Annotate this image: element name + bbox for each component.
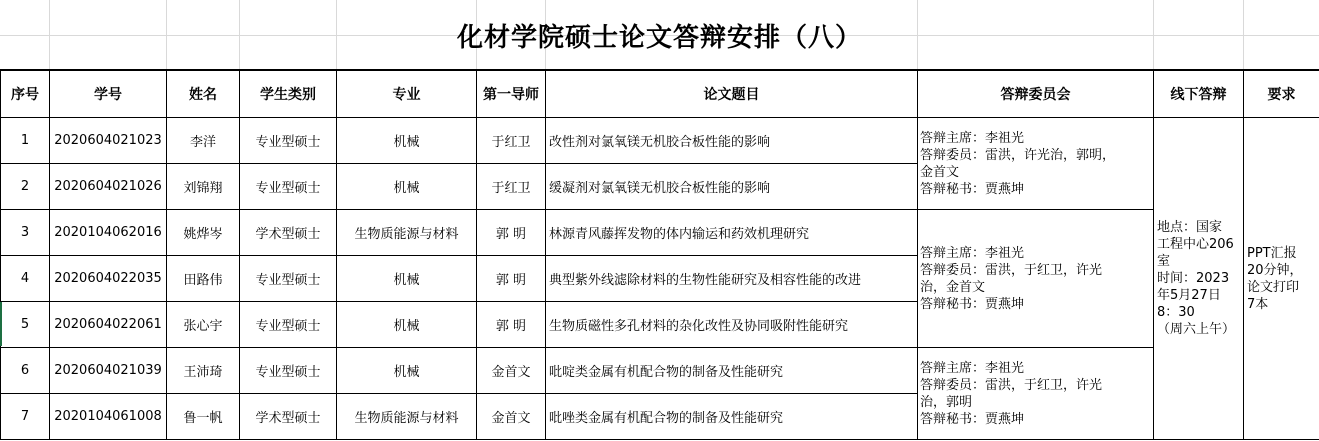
header-id[interactable]: 学号 <box>50 71 167 118</box>
cell-no[interactable]: 3 <box>1 210 50 256</box>
page-title: 化材学院硕士论文答辩安排（八） <box>456 22 862 53</box>
offline-line: 年5月27日 <box>1157 288 1221 303</box>
committee-line: 答辩委员：雷洪，许光治，郭明， <box>920 147 1116 163</box>
header-type[interactable]: 学生类别 <box>240 71 337 118</box>
cell-type[interactable]: 学术型硕士 <box>240 394 337 440</box>
header-advisor[interactable]: 第一导师 <box>477 71 546 118</box>
committee-line: 答辩秘书：贾燕坤 <box>920 411 1025 427</box>
cell-no[interactable]: 7 <box>1 394 50 440</box>
cell-major[interactable]: 生物质能源与材料 <box>337 210 477 256</box>
cell-major[interactable]: 机械 <box>337 118 477 164</box>
cell-major[interactable]: 机械 <box>337 256 477 302</box>
cell-committee[interactable] <box>918 210 1154 348</box>
cell-thesis[interactable]: 缓凝剂对氯氧镁无机胶合板性能的影响 <box>546 164 918 210</box>
cell-name[interactable]: 鲁一帆 <box>167 394 240 440</box>
cell-id[interactable]: 2020604022035 <box>50 256 167 302</box>
cell-id[interactable]: 2020104062016 <box>50 210 167 256</box>
committee-line: 答辩主席：李祖光 <box>920 360 1025 376</box>
cell-no[interactable]: 2 <box>1 164 50 210</box>
header-offline[interactable]: 线下答辩 <box>1154 71 1244 118</box>
committee-line: 金首文 <box>920 164 960 180</box>
committee-line: 治，金首文 <box>920 279 986 295</box>
cell-advisor[interactable]: 金首文 <box>477 348 546 394</box>
cell-advisor[interactable]: 金首文 <box>477 394 546 440</box>
cell-advisor[interactable]: 于红卫 <box>477 164 546 210</box>
cell-name[interactable]: 田路伟 <box>167 256 240 302</box>
header-requirement[interactable]: 要求 <box>1244 71 1319 118</box>
header-major[interactable]: 专业 <box>337 71 477 118</box>
cell-no[interactable]: 4 <box>1 256 50 302</box>
cell-no[interactable]: 5 <box>1 302 50 348</box>
cell-thesis[interactable]: 吡啶类金属有机配合物的制备及性能研究 <box>546 348 918 394</box>
committee-line: 答辩秘书：贾燕坤 <box>920 181 1025 197</box>
offline-line: 工程中心206 <box>1157 237 1234 252</box>
cell-major[interactable]: 机械 <box>337 164 477 210</box>
committee-line: 答辩委员：雷洪，于红卫，许光 <box>920 262 1103 278</box>
cell-thesis[interactable]: 改性剂对氯氧镁无机胶合板性能的影响 <box>546 118 918 164</box>
cell-major[interactable]: 机械 <box>337 348 477 394</box>
header-no[interactable]: 序号 <box>1 71 50 118</box>
cell-advisor[interactable]: 郭 明 <box>477 256 546 302</box>
header-committee[interactable]: 答辩委员会 <box>918 71 1154 118</box>
requirement-line: 20分钟， <box>1247 262 1303 278</box>
offline-line: 8：30 <box>1157 305 1195 320</box>
header-row <box>1 71 1319 118</box>
table-row <box>1 210 1319 256</box>
cell-committee[interactable] <box>918 118 1154 210</box>
cell-advisor[interactable]: 郭 明 <box>477 302 546 348</box>
requirement-line: PPT汇报 <box>1247 245 1297 261</box>
offline-line: （周六上午） <box>1157 322 1236 337</box>
schedule-table <box>0 70 1319 440</box>
committee-line: 答辩主席：李祖光 <box>920 245 1025 261</box>
cell-advisor[interactable]: 于红卫 <box>477 118 546 164</box>
cell-major[interactable]: 生物质能源与材料 <box>337 394 477 440</box>
cell-thesis[interactable]: 生物质磁性多孔材料的杂化改性及协同吸附性能研究 <box>546 302 918 348</box>
committee-line: 答辩主席：李祖光 <box>920 130 1025 146</box>
cell-id[interactable]: 2020604022061 <box>50 302 167 348</box>
cell-name[interactable]: 王沛琦 <box>167 348 240 394</box>
cell-type[interactable]: 学术型硕士 <box>240 210 337 256</box>
cell-name[interactable]: 刘锦翔 <box>167 164 240 210</box>
cell-offline[interactable] <box>1154 118 1244 440</box>
cell-type[interactable]: 专业型硕士 <box>240 302 337 348</box>
committee-line: 治，郭明 <box>920 394 973 410</box>
cell-id[interactable]: 2020604021026 <box>50 164 167 210</box>
row-selection-marker <box>0 302 2 346</box>
cell-no[interactable]: 6 <box>1 348 50 394</box>
cell-advisor[interactable]: 郭 明 <box>477 210 546 256</box>
requirement-line: 7本 <box>1247 296 1269 312</box>
requirement-line: 论文打印 <box>1247 279 1300 295</box>
cell-type[interactable]: 专业型硕士 <box>240 348 337 394</box>
cell-type[interactable]: 专业型硕士 <box>240 256 337 302</box>
cell-name[interactable]: 张心宇 <box>167 302 240 348</box>
cell-name[interactable]: 李洋 <box>167 118 240 164</box>
cell-thesis[interactable]: 典型紫外线滤除材料的生物性能研究及相容性能的改进 <box>546 256 918 302</box>
header-name[interactable]: 姓名 <box>167 71 240 118</box>
cell-committee[interactable] <box>918 348 1154 440</box>
table-row <box>1 348 1319 394</box>
cell-type[interactable]: 专业型硕士 <box>240 118 337 164</box>
committee-line: 答辩秘书：贾燕坤 <box>920 296 1025 312</box>
offline-line: 地点：国家 <box>1157 220 1223 235</box>
committee-line: 答辩委员：雷洪，于红卫，许光 <box>920 377 1103 393</box>
cell-id[interactable]: 2020604021039 <box>50 348 167 394</box>
cell-thesis[interactable]: 林源青风藤挥发物的体内输运和药效机理研究 <box>546 210 918 256</box>
table-row <box>1 118 1319 164</box>
cell-requirement[interactable] <box>1244 118 1319 440</box>
cell-name[interactable]: 姚烨岑 <box>167 210 240 256</box>
cell-major[interactable]: 机械 <box>337 302 477 348</box>
cell-type[interactable]: 专业型硕士 <box>240 164 337 210</box>
cell-id[interactable]: 2020604021023 <box>50 118 167 164</box>
cell-no[interactable]: 1 <box>1 118 50 164</box>
cell-id[interactable]: 2020104061008 <box>50 394 167 440</box>
header-thesis[interactable]: 论文题目 <box>546 71 918 118</box>
offline-line: 时间：2023 <box>1157 271 1230 286</box>
offline-line: 室 <box>1157 254 1171 269</box>
cell-thesis[interactable]: 吡唑类金属有机配合物的制备及性能研究 <box>546 394 918 440</box>
